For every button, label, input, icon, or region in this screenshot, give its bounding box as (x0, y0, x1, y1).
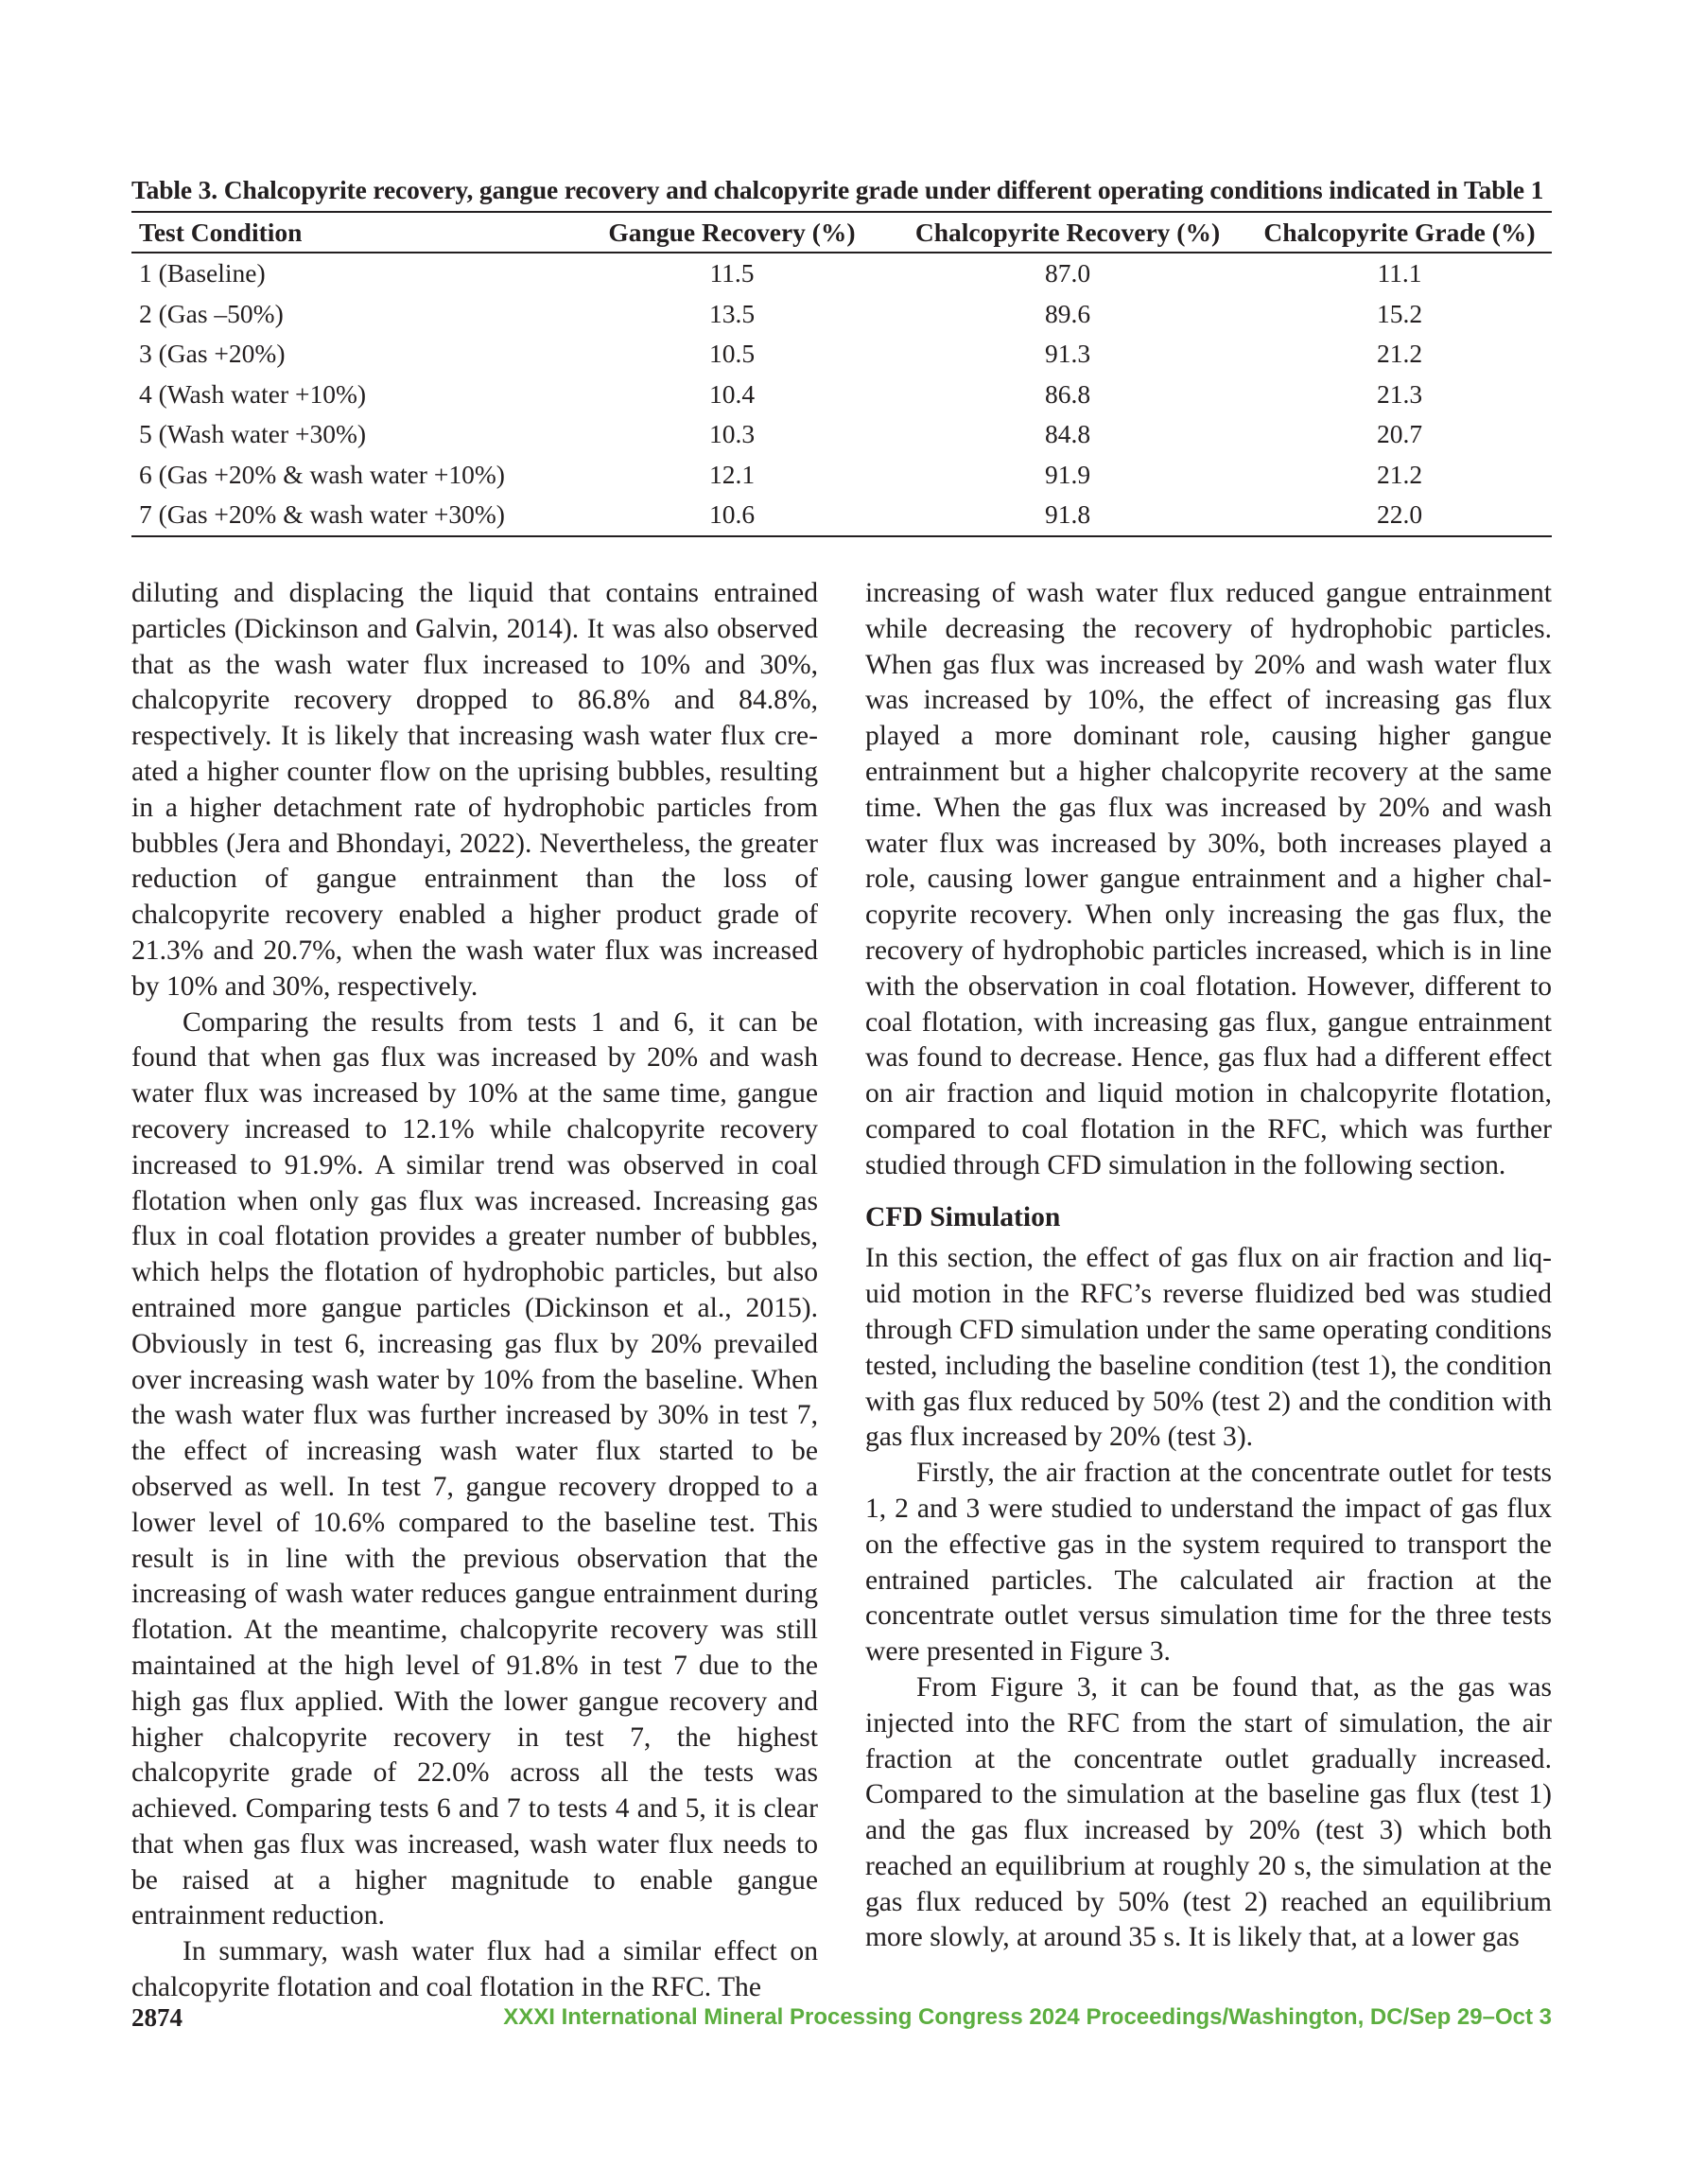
table-row (131, 495, 1552, 536)
cell-gangue: 11.5 (709, 258, 755, 288)
cell-condition: 7 (Gas +20% & wash water +30%) (131, 495, 576, 536)
cell-gangue: 10.3 (708, 419, 756, 449)
cell-grade: 15.2 (1376, 298, 1423, 328)
table-row (131, 375, 1552, 415)
table-row (131, 253, 1552, 294)
header-chalcopyrite-recovery: Chalcopyrite Recovery (%) (888, 212, 1247, 253)
cell-grade: 21.2 (1376, 459, 1423, 489)
right-column (865, 576, 1552, 1956)
page-number: 2874 (131, 2003, 183, 2032)
header-gangue-recovery: Gangue Recovery (%) (576, 212, 888, 253)
cell-grade: 11.1 (1377, 258, 1422, 288)
body-paragraph: From Figure 3, it can be found that, as the gas was injected into the RFC from the start of simulation, the air fraction at the concentrate outlet gradually increased. Compared to the simulation at the baseline gas flux (test 1) and the gas flux increased by 20% (test 3) which both reached an equilibrium at roughly 20 s, the simulation at the gas flux reduced by 50% (test 2) reached an equilibrium more slowly, at around 35 s. It is likely that, at a lower gas (865, 1671, 1552, 1953)
table-row (131, 334, 1552, 375)
cell-condition: 1 (Baseline) (139, 258, 266, 288)
table-3 (131, 174, 1552, 537)
table-caption: Table 3. Chalcopyrite recovery, gangue recovery and chalcopyrite grade under different operating conditions indicated in Table 1 (131, 175, 1544, 204)
body-paragraph: In summary, wash water flux had a similar effect on chalcopyrite flotation and coal flotation in the RFC. The (131, 1936, 818, 2003)
body-paragraph: diluting and displacing the liquid that contains entrained particles (Dickinson and Galvin, 2014). It was also observed that as the wash water flux increased to 10% and 30%, chalcopyrite recovery dropped to 86.8% and 84.8%, respectively. It is likely that increasing wash water flux created a higher counter flow on the uprising bubbles, resulting in a higher detachment rate of hydrophobic particles from bubbles (Jera and Bhondayi, 2022). Nevertheless, the greater reduction of gangue entrainment than the loss of chalcopyrite recovery enabled a higher product grade of 21.3% and 20.7%, when the wash water flux was increased by 10% and 30%, respectively. (131, 578, 818, 1002)
table-header-row (131, 212, 1552, 253)
running-head: XXXI International Mineral Processing Congress 2024 Proceedings/Washington, DC/Sep 29–Oct 3 (503, 2004, 1552, 2030)
cell-gangue: 10.4 (708, 378, 756, 409)
cell-condition: 3 (Gas +20%) (139, 339, 286, 369)
cell-recovery: 91.9 (1044, 459, 1091, 489)
body-paragraph: Comparing the results from tests 1 and 6, it can be found that when gas flux was increased by 20% and wash water flux was increased by 10% at the same time, gangue recovery increased to 12.1% while chalcopyrite recovery increased to 91.9%. A similar trend was observed in coal flotation when only gas flux was increased. Increasing gas flux in coal flotation provides a greater number of bubbles, which helps the flotation of hydrophobic particles, but also entrained more gangue particles (Dickinson et al., 2015). Obviously in test 6, increasing gas flux by 20% prevailed over increasing wash water by 10% from the baseline. When the wash water flux was further increased by 30% in test 7, the effect of increasing wash water flux started to be observed as well. In test 7, gangue recovery dropped to a lower level of 10.6% compared to the baseline test. This result is in line with the previous observation that the increasing of wash water reduces gangue entrainment during flotation. At the meantime, chalcopyrite recovery was still maintained at the high level of 91.8% in test 7 due to the high gas flux applied. With the lower gangue recovery and higher chalcopyrite recovery in test 7, the highest chalcopyrite grade of 22.0% across all the tests was achieved. Comparing tests 6 and 7 to tests 4 and 5, it is clear that when gas flux was increased, wash water flux needs to be raised at a higher magnitude to enable gangue entrainment reduction. (131, 1006, 818, 1931)
table-row (131, 414, 1552, 455)
cell-recovery: 86.8 (1044, 378, 1091, 409)
cell-gangue: 10.6 (576, 495, 888, 536)
cell-recovery: 89.6 (1044, 298, 1091, 328)
cell-grade: 21.2 (1376, 339, 1423, 369)
cell-recovery: 87.0 (1044, 258, 1091, 288)
cell-grade: 22.0 (1247, 495, 1552, 536)
body-paragraph: Firstly, the air fraction at the concentrate outlet for tests 1, 2 and 3 were studied to understand the impact of gas flux on the effective gas in the system required to transport the entrained particles. The calculated air fraction at the concentrate outlet versus simulation time for the three tests were presented in Figure 3. (865, 1458, 1552, 1668)
body-paragraph: In this section, the effect of gas flux on air fraction and liquid motion in the RFC’s reverse fluidized bed was studied through CFD simulation under the same operating conditions tested, including the baseline condition (test 1), the condition with gas flux reduced by 50% (test 2) and the condition with gas flux increased by 20% (test 3). (865, 1243, 1552, 1453)
cell-condition: 6 (Gas +20% & wash water +10%) (139, 459, 505, 489)
left-column (131, 576, 818, 2006)
cell-gangue: 12.1 (708, 459, 756, 489)
cell-grade: 20.7 (1376, 419, 1423, 449)
header-test-condition: Test Condition (131, 212, 576, 253)
cell-condition: 2 (Gas –50%) (139, 298, 284, 328)
cell-condition: 4 (Wash water +10%) (139, 378, 367, 409)
cell-condition: 5 (Wash water +30%) (139, 419, 367, 449)
page-footer (131, 2003, 1552, 2037)
body-paragraph: increasing of wash water flux reduced gangue entrainment while decreasing the recovery of hydrophobic particles. When gas flux was increased by 20% and wash water flux was increased by 10%, the effect of increasing gas flux played a more dominant role, causing higher gangue entrainment but a higher chalcopyrite recovery at the same time. When the gas flux was increased by 20% and wash water flux was increased by 30%, both increases played a role, causing lower gangue entrainment and a higher chalcopyrite recovery. When only increasing the gas flux, the recovery of hydrophobic particles increased, which is in line with the observation in coal flotation. However, different to coal flotation, with increasing gas flux, gangue entrainment was found to decrease. Hence, gas flux had a different effect on air fraction and liquid motion in chalcopyrite flotation, compared to coal flotation in the RFC, which was further studied through CFD simulation in the following section. (865, 578, 1552, 1180)
cell-gangue: 13.5 (708, 298, 756, 328)
cell-recovery: 84.8 (1044, 419, 1091, 449)
cell-recovery: 91.8 (888, 495, 1247, 536)
header-chalcopyrite-grade: Chalcopyrite Grade (%) (1247, 212, 1552, 253)
results-table (131, 211, 1552, 537)
cell-recovery: 91.3 (1044, 339, 1091, 369)
cell-gangue: 10.5 (708, 339, 756, 369)
cell-grade: 21.3 (1376, 378, 1423, 409)
section-heading: CFD Simulation (865, 1201, 1061, 1232)
table-row (131, 455, 1552, 496)
table-row (131, 294, 1552, 335)
